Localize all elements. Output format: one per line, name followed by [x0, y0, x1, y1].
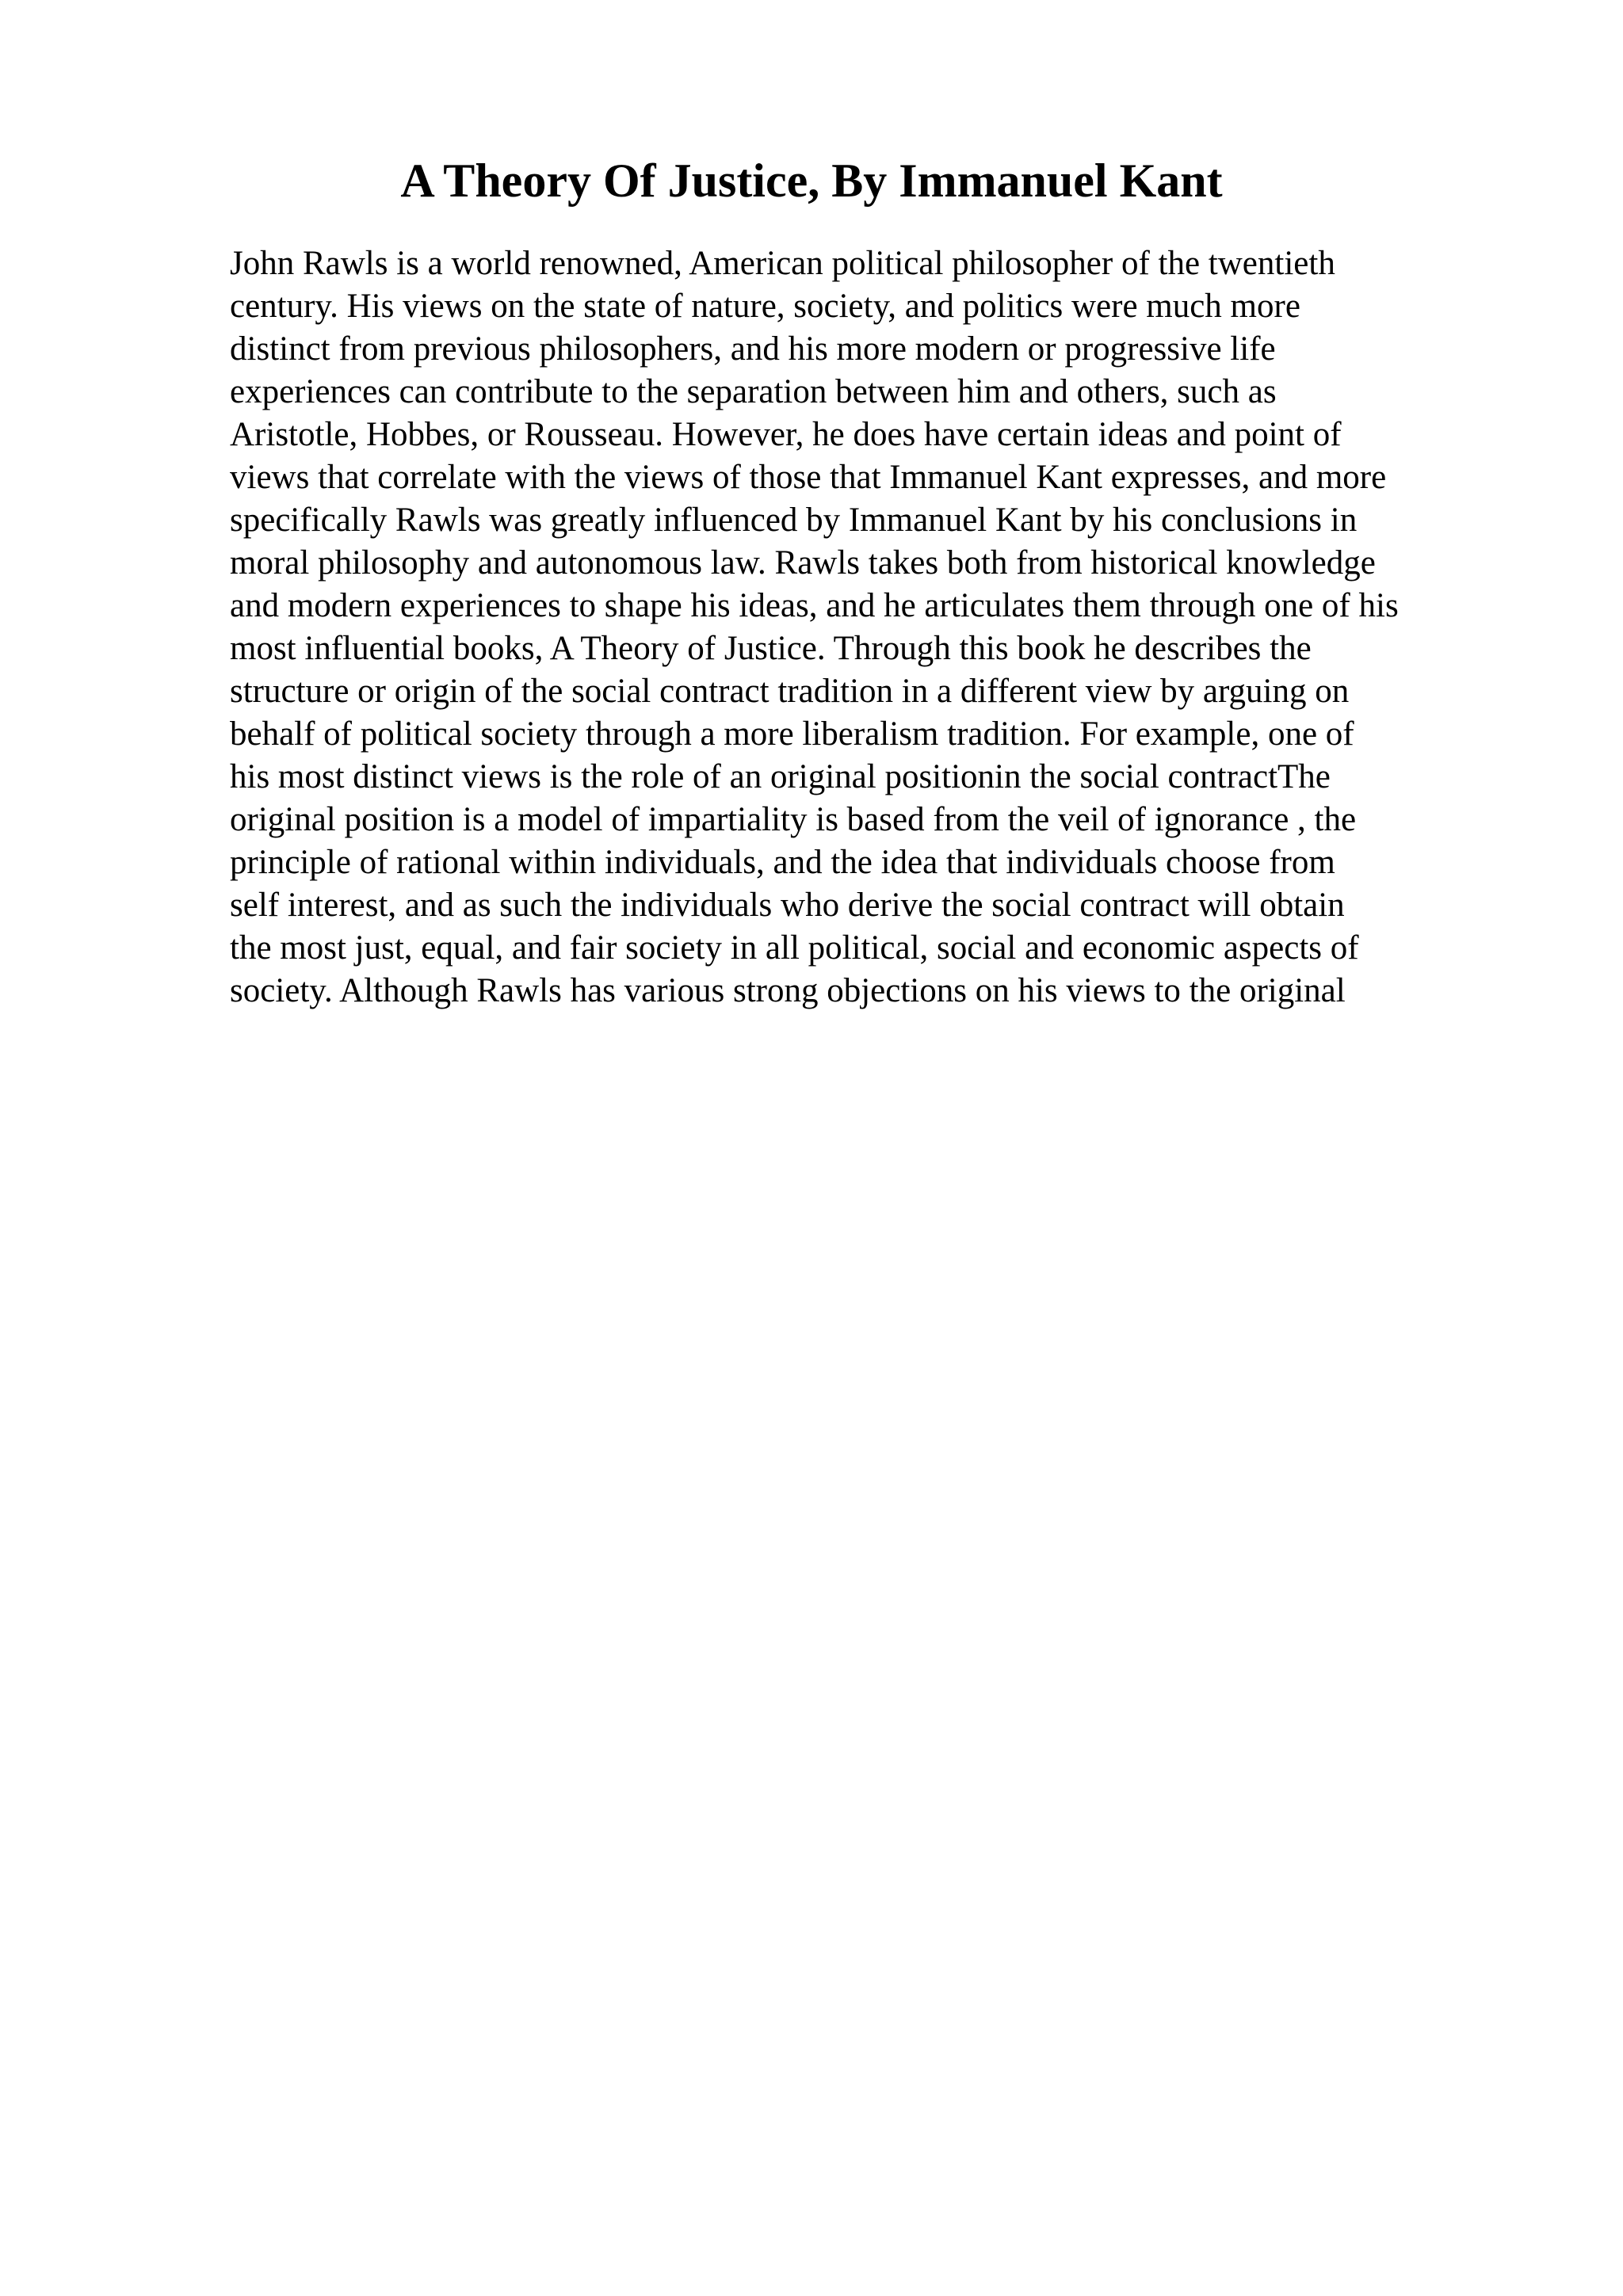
text-line: behalf of political society through a more liberalism tradition. For example, one of [230, 715, 1354, 753]
text-line: century. His views on the state of nature, society, and politics were much more [230, 288, 1300, 325]
text-line: self interest, and as such the individuals who derive the social contract will obtain [230, 887, 1345, 924]
text-line: the most just, equal, and fair society in all political, social and economic aspects of [230, 929, 1359, 967]
text-line: and modern experiences to shape his ideas, and he articulates them through one of his [230, 587, 1399, 624]
text-line: principle of rational within individuals, and the idea that individuals choose from [230, 844, 1335, 881]
text-line: society. Although Rawls has various strong objections on his views to the original [230, 972, 1346, 1009]
text-line: distinct from previous philosophers, and his more modern or progressive life [230, 330, 1276, 368]
text-line: views that correlate with the views of those that Immanuel Kant expresses, and more [230, 459, 1387, 496]
text-line: most influential books, A Theory of Justice. Through this book he describes the [230, 630, 1312, 667]
text-line: structure or origin of the social contract tradition in a different view by arguing on [230, 673, 1350, 710]
text-line: John Rawls is a world renowned, American political philosopher of the twentieth [230, 245, 1335, 282]
text-line: experiences can contribute to the separation between him and others, such as [230, 373, 1277, 410]
document-title: A Theory Of Justice, By Immanuel Kant [400, 154, 1223, 207]
text-line: original position is a model of impartiality is based from the veil of ignorance , the [230, 801, 1357, 838]
body-paragraph [230, 242, 1514, 1013]
text-line: specifically Rawls was greatly influenced by Immanuel Kant by his conclusions in [230, 502, 1358, 539]
text-line: Aristotle, Hobbes, or Rousseau. However, he does have certain ideas and point of [230, 416, 1342, 453]
text-line: his most distinct views is the role of an original positionin the social contractThe [230, 758, 1331, 795]
text-line: moral philosophy and autonomous law. Rawls takes both from historical knowledge [230, 544, 1376, 582]
